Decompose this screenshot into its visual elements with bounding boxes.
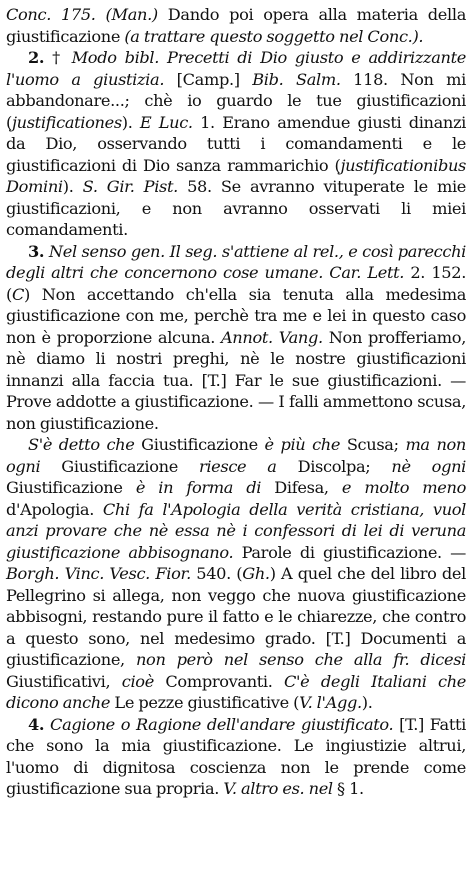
text-run: Giustificazione [40,456,199,476]
text-run: ma non ogni [6,435,466,476]
text-run: V. altro es. nel [223,779,333,798]
text-run: cioè [121,671,154,691]
text-run: justificationibus Domini [6,155,466,196]
text-run: Non profferiamo, nè diamo li nostri preghi, nè le nostre giustificazioni innanzi alla faccia tua. [T.] Far le sue giustificazioni. — Prove addotte a giustificazione. — I falli ammettono scusa, non giustificazione. [6,327,466,433]
sense-4 [6,714,466,800]
text-run: [T.] Fatti che sono la mia giustificazione. Le ingiustizie altrui, l'uomo di dignitosa coscienza non le prende come giustificazione sua propria. [6,714,466,798]
text-run: è più che [264,435,341,454]
text-run: Cagione o Ragione dell'andare giustificato. [50,714,394,734]
text-run: [Camp.] [164,69,253,89]
sense-2 [6,47,466,241]
entry-continuation [6,4,466,47]
text-run: Discolpa; [276,456,392,476]
text-run: Comprovanti. [153,671,285,691]
text-run: Modo bibl. Precetti di Dio giusto e addirizzante l'uomo a giustizia. [6,48,466,89]
text-run: S. Gir. Pist. [82,177,178,196]
text-run: 1. Erano amendue giusti dinanzi da Dio, osservando tutti i comandamenti e le giustificazioni di Dio sanza rammarichio ( [6,112,466,175]
text-run: 3. [28,241,45,261]
text-run: Dando poi opera alla materia della giustificazione [6,5,466,46]
text-run: 118. Non mi abbandonare...; chè io guardo le tue giustificazioni ( [6,69,466,132]
text-run: 58. Se avranno vituperate le mie giustificazioni, e non avranno osservati li miei comandamenti. [6,177,466,239]
text-run: Parole di giustificazione. — [233,542,467,562]
text-run: ). [121,112,140,132]
text-run: V. l'Agg. [299,693,362,712]
text-run: Nel senso gen. Il seg. s'attiene al rel., e così parecchi degli altri che concernono cose umane. Car. Lett. [6,241,467,282]
text-run: ). [361,693,373,712]
text-run: Bib. Salm. [252,69,341,89]
text-run: Le pezze giustificative ( [110,693,300,712]
text-run: Chi fa l'Apologia della verità cristiana, vuol anzi provare che nè essa nè i confessori di lei di veruna giustificazione abbisognano. [6,499,466,562]
text-run: d'Apologia. [6,499,103,519]
text-run: 4. [28,714,45,734]
text-run: riesce a [198,456,277,476]
text-run: 2. [28,48,45,67]
text-run: Borgh. Vinc. Vesc. Fior. [6,564,191,583]
text-run: Scusa; [340,435,406,454]
text-run: Giustificazione [134,435,265,454]
sense-3 [6,241,466,435]
text-run: Difesa, [261,478,342,497]
text-run: C [11,284,25,304]
text-run: Conc. 175. (Man.) [6,5,158,24]
text-run: ) A quel che del libro del Pellegrino si allega, non veggo che nuova giustificazione abbisogni, restando pure il fatto e le chiarezze, che contro a questo sono, nel medesimo grado. [T.] Documenti a giustificazione, [6,564,466,669]
text-run: 540. ( [190,564,243,583]
text-run: Annot. Vang. [220,327,323,347]
text-run: ) Non accettando ch'ella sia tenuta alla medesima giustificazione con me, perchè tra me e lei in questo caso non è proporzione alcuna. [6,284,466,347]
text-run: S'è detto che [28,435,135,454]
text-run: Giustificativi, [6,671,122,691]
text-run: C'è degli Italiani che dicono anche [6,671,467,712]
text-run: e molto meno [341,478,466,497]
text-run: E Luc. [139,112,193,132]
text-run: ). [62,177,83,196]
text-run: nè ogni [391,456,466,476]
text-run: Giustificazione [6,478,136,497]
text-run: § 1. [332,779,364,798]
text-run: non però nel senso che alla fr. dicesi [135,650,467,669]
text-run: è in forma di [135,478,262,497]
text-run: † [44,48,72,67]
text-run: 2. 152. ( [6,263,466,304]
text-run: justificationes [11,112,122,132]
usage-note [6,434,466,714]
text-run: Gh. [242,564,270,583]
text-run: (a trattare questo soggetto nel Conc.). [124,26,424,46]
